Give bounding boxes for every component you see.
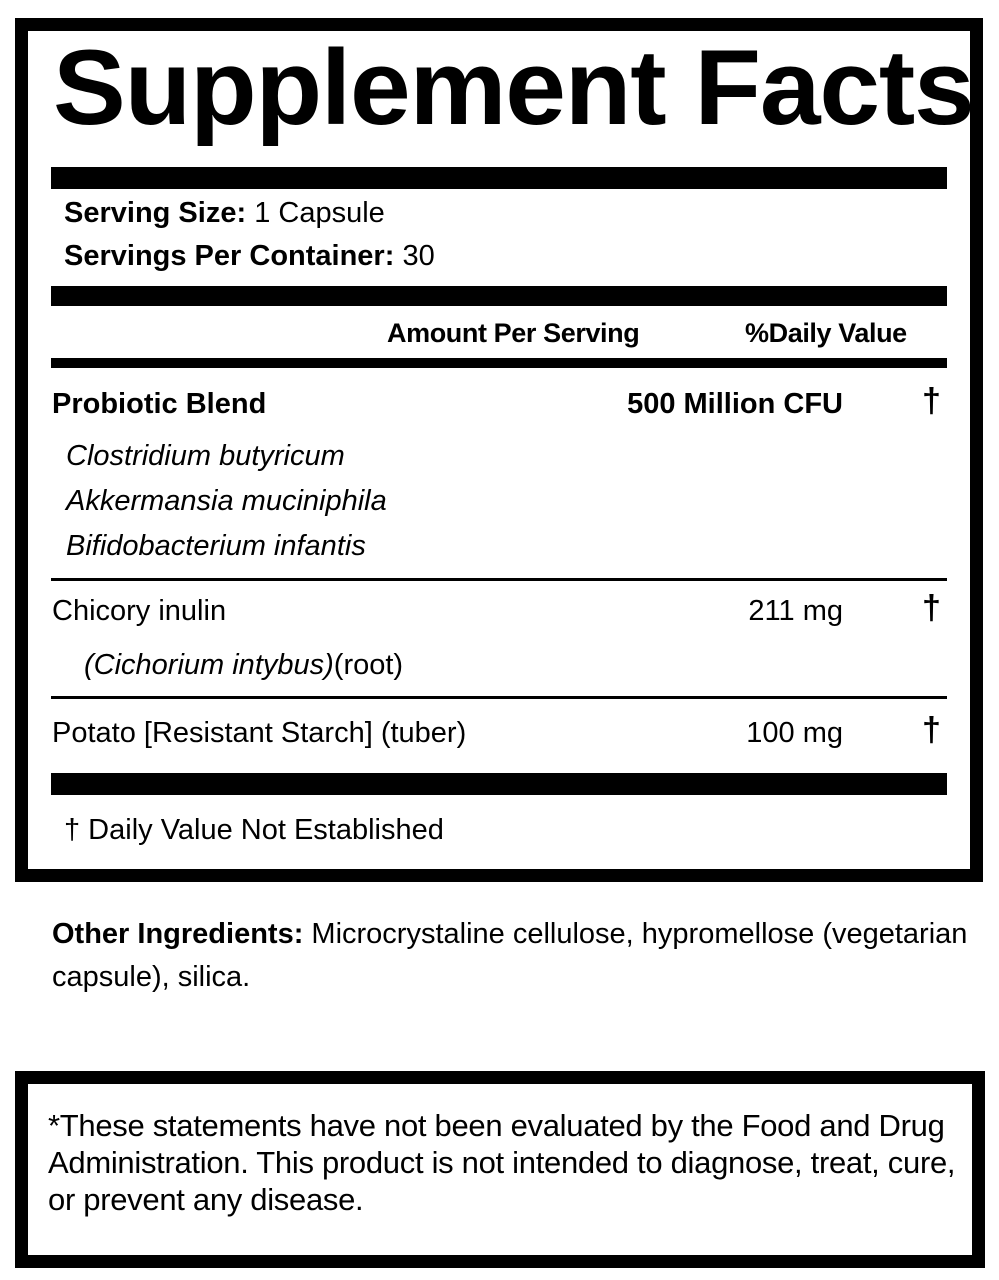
probiotic-strain: Bifidobacterium infantis	[66, 530, 366, 562]
ingredient-name-potato-starch: Potato [Resistant Starch] (tuber)	[52, 717, 467, 749]
dagger-symbol: †	[922, 589, 941, 627]
fda-disclaimer-text: *These statements have not been evaluated by the Food and Drug Administration. This product is not intended to diagnose, treat, cure, or prevent any disease.	[48, 1108, 956, 1217]
thick-divider-bottom	[51, 773, 947, 795]
column-header-daily-value: %Daily Value	[745, 318, 907, 348]
serving-size	[64, 199, 385, 228]
panel-title: Supplement Facts	[53, 27, 974, 147]
probiotic-strain: Clostridium butyricum	[66, 440, 345, 472]
serving-size-label: Serving Size:	[64, 197, 247, 229]
other-ingredients-text: Microcrystaline cellulose, hypromellose (vegetarian capsule), silica.	[52, 918, 968, 993]
ingredient-amount-chicory-inulin: 211 mg	[748, 595, 843, 627]
ingredient-amount-probiotic-blend: 500 Million CFU	[627, 388, 843, 420]
chicory-source	[84, 651, 403, 680]
probiotic-strain: Akkermansia muciniphila	[66, 485, 387, 517]
daily-value-footnote: † Daily Value Not Established	[64, 814, 444, 846]
thick-divider-serving	[51, 286, 947, 306]
column-header-amount: Amount Per Serving	[387, 318, 640, 348]
serving-size-value: 1 Capsule	[254, 197, 385, 229]
servings-per-container-value: 30	[402, 240, 435, 272]
chicory-part: (root)	[333, 649, 404, 681]
ingredient-amount-potato-starch: 100 mg	[746, 717, 843, 749]
ingredient-name-probiotic-blend: Probiotic Blend	[52, 388, 267, 420]
chicory-latin-name: (Cichorium intybus)	[84, 649, 334, 681]
dagger-symbol: †	[922, 711, 941, 749]
dagger-symbol: †	[922, 382, 941, 420]
thick-divider-top	[51, 167, 947, 189]
servings-per-container-label: Servings Per Container:	[64, 240, 395, 272]
thin-divider	[51, 578, 947, 581]
medium-divider-header	[51, 358, 947, 368]
thin-divider	[51, 696, 947, 699]
other-ingredients-label: Other Ingredients:	[52, 918, 304, 950]
other-ingredients	[52, 913, 997, 999]
servings-per-container	[64, 242, 435, 271]
ingredient-name-chicory-inulin: Chicory inulin	[52, 595, 227, 627]
